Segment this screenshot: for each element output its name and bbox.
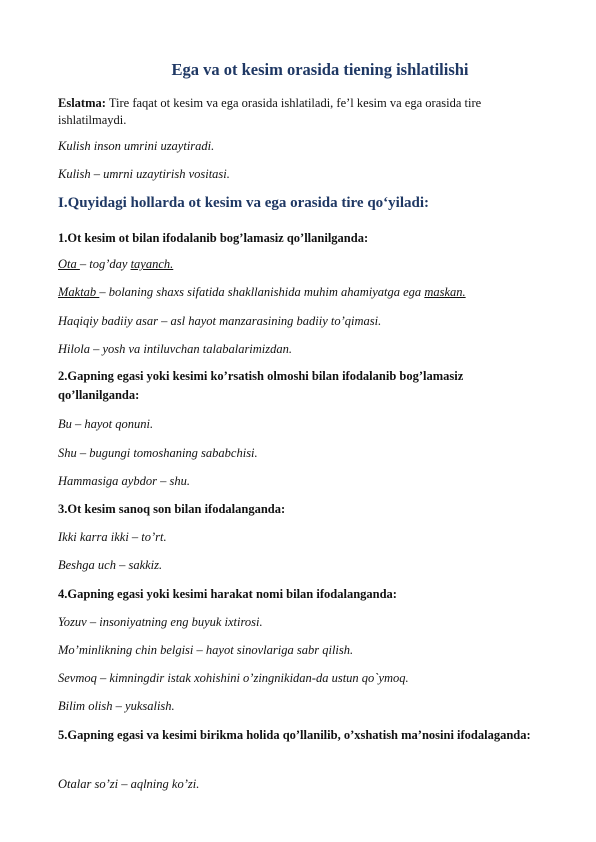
rule-2-example-2: Shu – bugungi tomoshaning sababchisi.: [58, 446, 258, 460]
rule-5-heading: 5.Gapning egasi va kesimi birikma holida qo’llanilib, o’xshatish ma’nosini ifodalaganda:: [58, 728, 531, 742]
rule-4-example-1: Yozuv – insoniyatning eng buyuk ixtirosi.: [58, 615, 263, 629]
section-heading: I.Quyidagi hollarda ot kesim va ega orasida tire qo‘yiladi:: [58, 195, 429, 211]
note-label: Eslatma:: [58, 96, 106, 110]
note-paragraph: [58, 95, 548, 129]
rule-2-example-3: Hammasiga aybdor – shu.: [58, 474, 190, 488]
rule-3-heading: 3.Ot kesim sanoq son bilan ifodalanganda:: [58, 502, 286, 516]
note-text: Tire faqat ot kesim va ega orasida ishlatiladi, fe’l kesim va ega orasida tire ishlatilmaydi.: [58, 96, 482, 127]
rule-1-example-2: Maktab – bolaning shaxs sifatida shakllanishida muhim ahamiyatga ega maskan.: [58, 285, 466, 299]
rule-1-example-3: Haqiqiy badiiy asar – asl hayot manzarasining badiiy to’qimasi.: [58, 314, 382, 328]
rule-1-heading: 1.Ot kesim ot bilan ifodalanib bog’lamasiz qo’llanilganda:: [58, 231, 369, 245]
rule-3-example-1: Ikki karra ikki – to’rt.: [58, 530, 167, 544]
rule-2-example-1: Bu – hayot qonuni.: [58, 417, 154, 431]
rule-4-example-3: Sevmoq – kimningdir istak xohishini o’zingnikidan-da ustun qo`ymoq.: [58, 671, 409, 685]
rule-3-example-2: Beshga uch – sakkiz.: [58, 558, 163, 572]
rule-1-example-4: Hilola – yosh va intiluvchan talabalarimizdan.: [58, 342, 293, 356]
rule-1-example-1: Ota – tog’day tayanch.: [58, 257, 174, 271]
rule-4-example-4: Bilim olish – yuksalish.: [58, 699, 175, 713]
intro-example-2: Kulish – umrni uzaytirish vositasi.: [58, 167, 230, 181]
rule-5-example-1: Otalar so’zi – aqlning ko’zi.: [58, 777, 200, 791]
intro-example-1: Kulish inson umrini uzaytiradi.: [58, 139, 215, 153]
page-title: Ega va ot kesim orasida tiening ishlatilishi: [171, 60, 469, 79]
rule-2-heading: 2.Gapning egasi yoki kesimi ko’rsatish olmoshi bilan ifodalanib bog’lamasiz qo’llanilganda:: [58, 369, 464, 402]
rule-4-heading: 4.Gapning egasi yoki kesimi harakat nomi bilan ifodalanganda:: [58, 587, 397, 601]
rule-4-example-2: Mo’minlikning chin belgisi – hayot sinovlariga sabr qilish.: [58, 643, 354, 657]
